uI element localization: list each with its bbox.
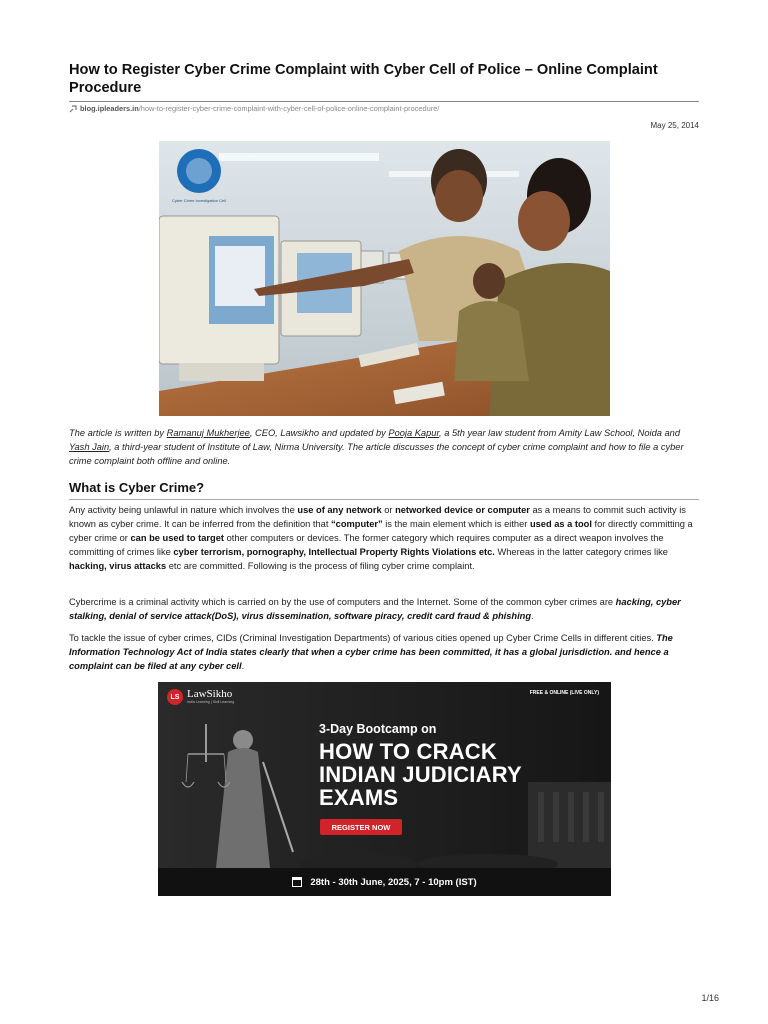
source-url[interactable]: [69, 104, 439, 113]
title-divider: [69, 101, 699, 102]
hero-image: [159, 141, 610, 416]
intro-text: The article is written by: [69, 428, 167, 438]
author-link-pooja[interactable]: Pooja Kapur: [388, 428, 440, 438]
intro-text: , a third-year student of Institute of Law, Nirma University. The article discusses the concept of cyber crime complaint and how to file a cyber crime complaint both offline and online.: [69, 442, 684, 466]
section-divider: [69, 499, 699, 500]
bootcamp-label: 3-Day Bootcamp on: [319, 722, 437, 736]
logo-caption: Cyber Crime Investigation Cell: [171, 198, 227, 203]
author-link-ramanuj[interactable]: Ramanuj Mukherjee: [166, 428, 250, 438]
banner-headline: [319, 740, 609, 809]
author-link-yash[interactable]: Yash Jain: [69, 442, 110, 452]
paragraph-definition: Any activity being unlawful in nature which involves the use of any network or networked device or computer as a means to commit such activity is known as cyber crime. It can be inferred from the definition that “computer” is the main element which is either used as a tool for directly committing a cyber crime or can be used to target other computers or devices. The former category which requires computer as a direct weapon involves the committing of crimes like cyber terrorism, pornography, Intellectual Property Rights Violations etc. Whereas in the latter category crimes like hacking, virus attacks etc are committed. Following is the process of filing cyber crime complaint.: [69, 505, 693, 571]
paragraph-jurisdiction: To tackle the issue of cyber crimes, CIDs (Criminal Investigation Departments) of various cities opened up Cyber Crime Cells in different cities. The Information Technology Act of India states clearly that when a cyber crime has been committed, it has a global jurisdiction. and hence a complaint can be filed at any cyber cell.: [69, 633, 673, 671]
headline-line: HOW TO CRACK: [319, 739, 497, 764]
brand-name: LawSikho: [187, 688, 233, 700]
paragraph-common-crimes: Cybercrime is a criminal activity which is carried on by the use of computers and the Internet. Some of the common cyber crimes are hacking, cyber stalking, denial of service attack(DoS), virus dissemination, software piracy, credit card fraud & phishing.: [69, 597, 681, 621]
link-icon: [69, 105, 77, 113]
free-online-label: FREE & ONLINE (LIVE ONLY): [529, 690, 599, 696]
source-domain[interactable]: blog.ipleaders.in: [80, 104, 139, 113]
ad-banner[interactable]: [158, 682, 611, 896]
headline-line: INDIAN JUDICIARY: [319, 762, 522, 787]
calendar-icon: [292, 877, 302, 887]
intro-text: , a 5th year law student from Amity Law School, Noida and: [439, 428, 681, 438]
brand-tagline: India Learning | Skill Learning: [187, 700, 235, 704]
register-now-button[interactable]: REGISTER NOW: [320, 819, 402, 835]
publish-date: May 25, 2014: [650, 121, 699, 130]
section-heading: What is Cyber Crime?: [69, 480, 205, 495]
page-title: How to Register Cyber Crime Complaint with Cyber Cell of Police – Online Complaint Procedure: [69, 62, 658, 96]
article-intro: [69, 426, 701, 468]
event-dates-bar: [158, 868, 611, 896]
intro-text: , CEO, Lawsikho and updated by: [249, 428, 389, 438]
headline-line: EXAMS: [319, 785, 399, 810]
event-dates: 28th - 30th June, 2025, 7 - 10pm (IST): [310, 876, 477, 888]
source-path[interactable]: /how-to-register-cyber-crime-complaint-with-cyber-cell-of-police-online-complaint-procedure/: [138, 104, 440, 113]
lawsikho-brand[interactable]: [167, 689, 234, 705]
page-number: 1/16: [701, 993, 719, 1003]
lawsikho-logo-icon: LS: [167, 689, 183, 705]
